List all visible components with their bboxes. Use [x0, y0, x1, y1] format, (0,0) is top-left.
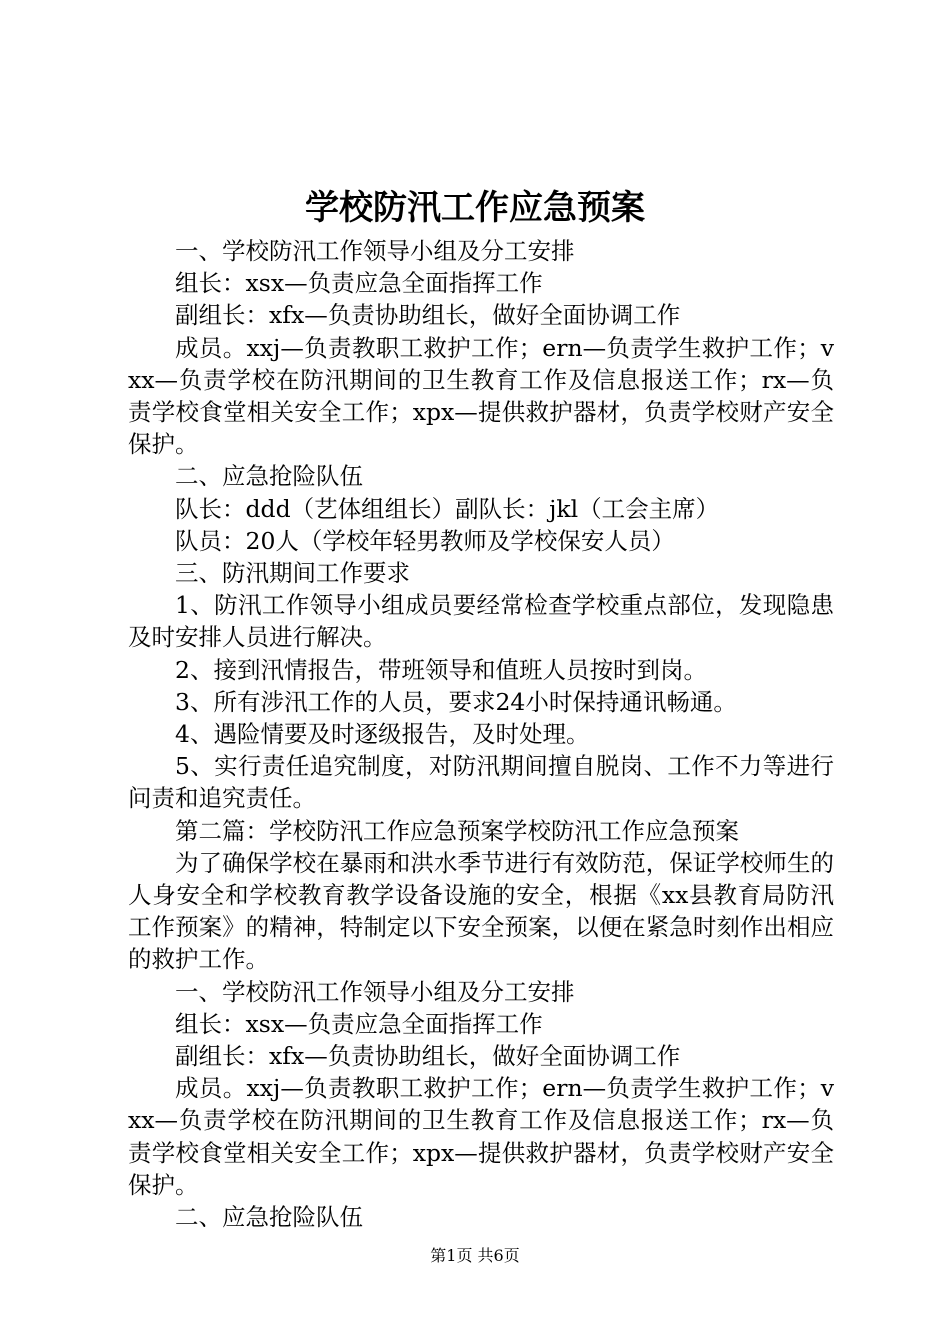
paragraph: 组长：xsx—负责应急全面指挥工作 [175, 269, 543, 298]
paragraph: 二、应急抢险队伍 [175, 1203, 363, 1232]
paragraph: 5、实行责任追究制度，对防汛期间擅自脱岗、工作不力等进行问责和追究责任。 [128, 752, 834, 813]
paragraph: 队员：20人（学校年轻男教师及学校保安人员） [175, 526, 675, 555]
paragraph: 队长：ddd（艺体组组长）副队长：jkl（工会主席） [175, 494, 720, 523]
paragraph: 一、学校防汛工作领导小组及分工安排 [175, 237, 575, 265]
paragraph: 3、所有涉汛工作的人员，要求24小时保持通讯畅通。 [175, 687, 737, 716]
paragraph: 1、防汛工作领导小组成员要经常检查学校重点部位，发现隐患及时安排人员进行解决。 [128, 591, 834, 652]
paragraph: 二、应急抢险队伍 [175, 462, 363, 491]
paragraph: 组长：xsx—负责应急全面指挥工作 [175, 1009, 543, 1038]
paragraph: 一、学校防汛工作领导小组及分工安排 [175, 977, 575, 1006]
paragraph: 第二篇：学校防汛工作应急预案学校防汛工作应急预案 [175, 816, 739, 845]
page-number-footer: 第1页 共6页 [430, 1246, 520, 1265]
paragraph: 为了确保学校在暴雨和洪水季节进行有效防范，保证学校师生的人身安全和学校教育教学设备设施的安全，根据《xx县教育局防汛工作预案》的精神，特制定以下安全预案，以便在紧急时刻作出相应的救护工作。 [128, 848, 834, 974]
paragraph: 副组长：xfx—负责协助组长，做好全面协调工作 [175, 1042, 681, 1071]
paragraph: 成员。xxj—负责教职工救护工作；ern—负责学生救护工作；vxx—负责学校在防汛期间的卫生教育工作及信息报送工作；rx—负责学校食堂相关安全工作；xpx—提供救护器材，负责学校财产安全保护。 [128, 333, 834, 459]
paragraph: 4、遇险情要及时逐级报告，及时处理。 [175, 720, 590, 749]
paragraph: 成员。xxj—负责教职工救护工作；ern—负责学生救护工作；vxx—负责学校在防汛期间的卫生教育工作及信息报送工作；rx—负责学校食堂相关安全工作；xpx—提供救护器材，负责学校财产安全保护。 [128, 1074, 834, 1199]
paragraph: 副组长：xfx—负责协助组长，做好全面协调工作 [175, 301, 681, 330]
document-body [128, 235, 834, 1233]
paragraph: 2、接到汛情报告，带班领导和值班人员按时到岗。 [175, 655, 707, 684]
document-title: 学校防汛工作应急预案 [305, 188, 645, 228]
paragraph: 三、防汛期间工作要求 [175, 559, 410, 588]
